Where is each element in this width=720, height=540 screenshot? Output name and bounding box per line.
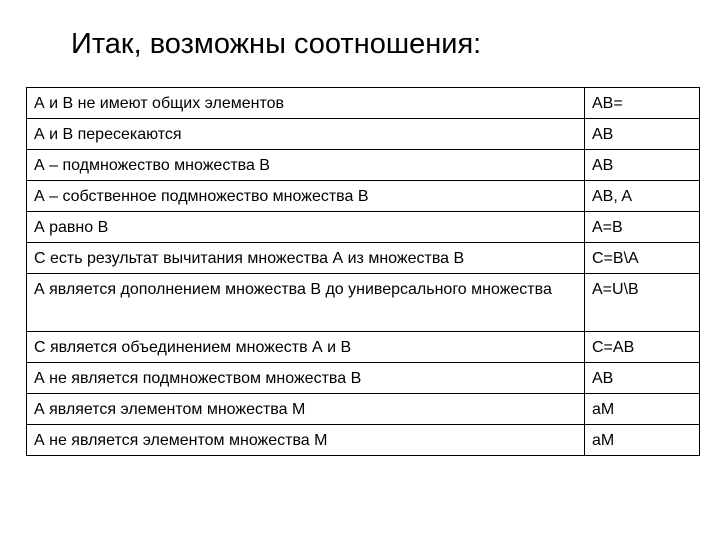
relation-description: С является объединением множеств А и В: [27, 332, 585, 363]
relation-notation: AB=: [585, 88, 700, 119]
relation-description: С есть результат вычитания множества А из множества В: [27, 243, 585, 274]
relation-notation: AB: [585, 150, 700, 181]
table-row: [27, 425, 700, 456]
table-row: [27, 332, 700, 363]
relation-description: А не является элементом множества М: [27, 425, 585, 456]
relation-notation: C=AB: [585, 332, 700, 363]
slide-title: Итак, возможны соотношения:: [71, 28, 482, 60]
relation-notation: AB, A: [585, 181, 700, 212]
table-row: [27, 88, 700, 119]
relation-notation: AB: [585, 119, 700, 150]
relation-notation: A=B: [585, 212, 700, 243]
table-row: [27, 274, 700, 332]
table-row: [27, 119, 700, 150]
relation-notation: aM: [585, 394, 700, 425]
relation-description: А не является подмножеством множества В: [27, 363, 585, 394]
table-row: [27, 150, 700, 181]
relations-table: [26, 87, 700, 456]
relation-description: А равно В: [27, 212, 585, 243]
relation-description: А – подмножество множества В: [27, 150, 585, 181]
table-row: [27, 394, 700, 425]
relation-description: А и В не имеют общих элементов: [27, 88, 585, 119]
relation-notation: A=U\B: [585, 274, 700, 332]
relation-description: А – собственное подмножество множества В: [27, 181, 585, 212]
table-row: [27, 181, 700, 212]
table-row: [27, 363, 700, 394]
relation-notation: C=B\A: [585, 243, 700, 274]
table-row: [27, 243, 700, 274]
relation-description: А и В пересекаются: [27, 119, 585, 150]
relation-description: А является дополнением множества В до универсального множества: [27, 274, 585, 332]
relation-notation: AB: [585, 363, 700, 394]
table-row: [27, 212, 700, 243]
relation-description: А является элементом множества М: [27, 394, 585, 425]
relation-notation: aM: [585, 425, 700, 456]
